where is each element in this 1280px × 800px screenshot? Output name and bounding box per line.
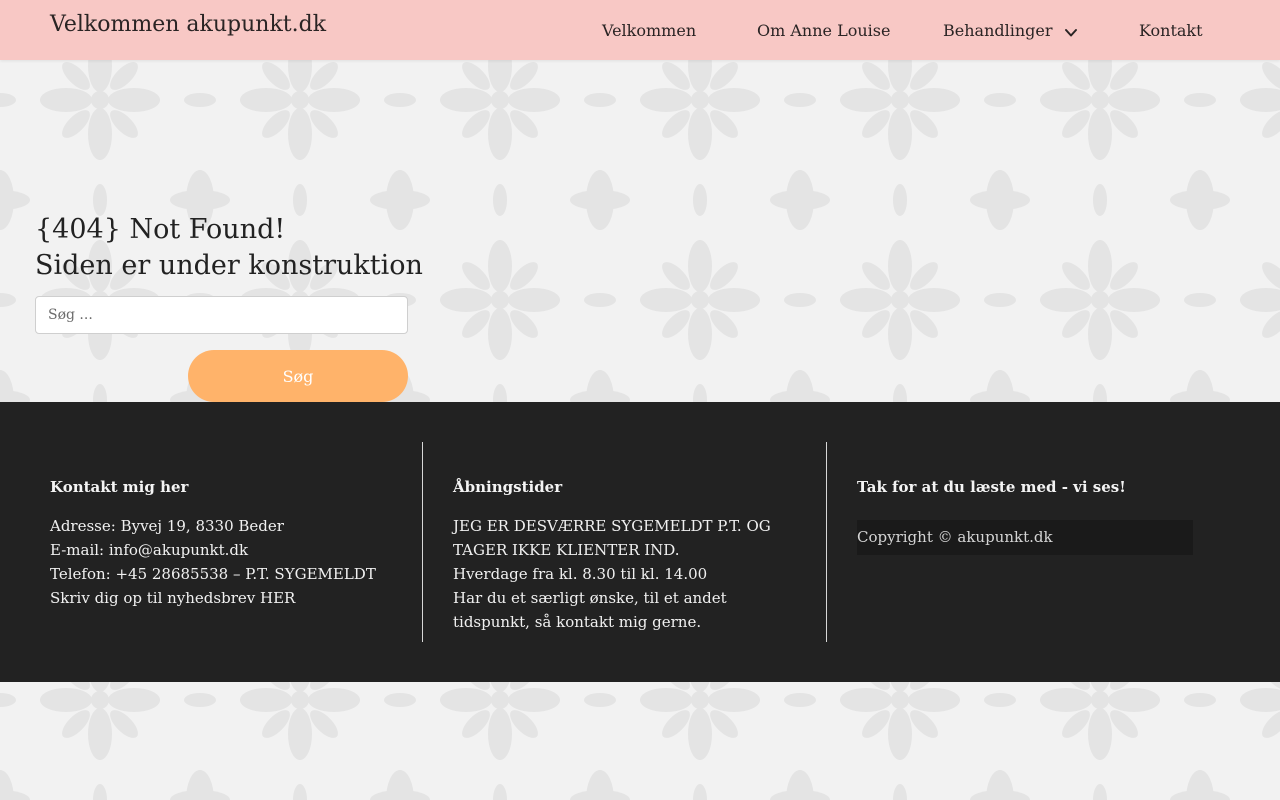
nav-item-velkommen[interactable]: Velkommen: [602, 21, 697, 40]
list-item: Hverdage fra kl. 8.30 til kl. 14.00: [453, 565, 708, 583]
page-title: [35, 212, 423, 284]
nav-item-kontakt[interactable]: Kontakt: [1139, 21, 1203, 40]
main-content: [35, 212, 423, 386]
list-item: JEG ER DESVÆRRE SYGEMELDT P.T. OG: [453, 517, 771, 535]
footer-divider: [826, 442, 827, 642]
list-item: TAGER IKKE KLIENTER IND.: [453, 541, 680, 559]
contact-list: [50, 514, 376, 610]
footer-divider: [422, 442, 423, 642]
search-button[interactable]: Søg: [188, 350, 408, 402]
nav-item-behandlinger[interactable]: Behandlinger: [943, 21, 1053, 40]
chevron-down-icon[interactable]: [1064, 26, 1078, 40]
error-title: {404} Not Found!: [35, 214, 286, 245]
contact-email[interactable]: E-mail: info@akupunkt.dk: [50, 541, 249, 559]
footer-column-opening-hours: [453, 442, 793, 642]
main-navigation: [0, 0, 1280, 60]
site-title[interactable]: Velkommen akupunkt.dk: [50, 12, 327, 37]
error-subtitle: Siden er under konstruktion: [35, 250, 423, 281]
site-header: [0, 0, 1280, 60]
footer-heading: Kontakt mig her: [50, 478, 189, 496]
site-footer: [0, 402, 1280, 682]
list-item: tidspunkt, så kontakt mig gerne.: [453, 613, 702, 631]
list-item: Har du et særligt ønske, til et andet: [453, 589, 727, 607]
footer-heading: Åbningstider: [453, 478, 563, 496]
footer-column-thanks: [857, 442, 1217, 642]
nav-item-om-anne-louise[interactable]: Om Anne Louise: [757, 21, 891, 40]
footer-column-contact: [50, 442, 390, 642]
search-input[interactable]: [35, 296, 408, 334]
newsletter-link[interactable]: Skriv dig op til nyhedsbrev HER: [50, 589, 296, 607]
copyright-text: Copyright © akupunkt.dk: [857, 520, 1193, 555]
contact-address: Adresse: Byvej 19, 8330 Beder: [50, 517, 284, 535]
contact-phone: Telefon: +45 28685538 – P.T. SYGEMELDT: [50, 565, 376, 583]
footer-heading: Tak for at du læste med - vi ses!: [857, 478, 1126, 496]
opening-hours-list: [453, 514, 771, 634]
